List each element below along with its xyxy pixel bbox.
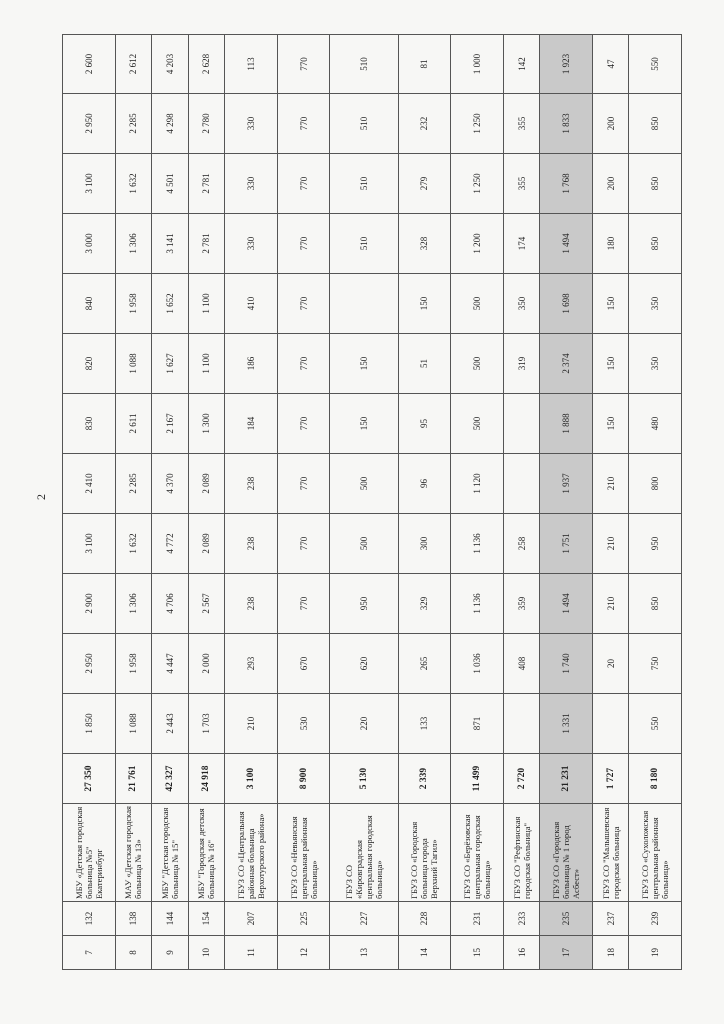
value-cell: 210 (592, 514, 629, 574)
value-cell: 2 089 (188, 454, 225, 514)
value-cell: 81 (398, 35, 451, 94)
code-cell: 228 (398, 902, 451, 936)
value-cell: 410 (225, 274, 278, 334)
total-cell: 42 327 (152, 754, 189, 804)
value-cell: 1 958 (115, 274, 152, 334)
value-cell: 2 285 (115, 94, 152, 154)
value-cell: 2 443 (152, 694, 189, 754)
value-cell: 871 (451, 694, 504, 754)
value-cell: 328 (398, 214, 451, 274)
value-cell: 2 285 (115, 454, 152, 514)
value-cell: 2 950 (63, 94, 116, 154)
value-cell: 750 (629, 634, 682, 694)
value-cell: 150 (592, 394, 629, 454)
value-cell: 850 (629, 154, 682, 214)
value-cell: 174 (503, 214, 540, 274)
value-cell: 800 (629, 454, 682, 514)
value-cell: 1 100 (188, 334, 225, 394)
value-cell: 670 (277, 634, 330, 694)
total-cell: 24 918 (188, 754, 225, 804)
value-cell: 1 494 (540, 214, 593, 274)
value-cell: 1 632 (115, 154, 152, 214)
value-cell: 1 000 (451, 35, 504, 94)
value-cell: 3 100 (63, 514, 116, 574)
value-cell (503, 694, 540, 754)
value-cell: 1 088 (115, 334, 152, 394)
value-cell: 2 089 (188, 514, 225, 574)
value-cell: 184 (225, 394, 278, 454)
value-cell: 1 088 (115, 694, 152, 754)
value-cell: 150 (592, 274, 629, 334)
value-cell: 2 900 (63, 574, 116, 634)
row-number-cell: 18 (592, 936, 629, 970)
table-row (592, 35, 629, 970)
value-cell: 510 (330, 154, 398, 214)
value-cell: 350 (629, 334, 682, 394)
value-cell: 47 (592, 35, 629, 94)
value-cell (503, 394, 540, 454)
value-cell: 770 (277, 274, 330, 334)
value-cell: 1 136 (451, 574, 504, 634)
value-cell: 1 958 (115, 634, 152, 694)
code-cell: 138 (115, 902, 152, 936)
code-cell: 154 (188, 902, 225, 936)
value-cell: 4 447 (152, 634, 189, 694)
value-cell: 550 (629, 694, 682, 754)
value-cell: 1 120 (451, 454, 504, 514)
institution-name-cell: МБУ "Городская детская больница № 16" (188, 804, 225, 902)
value-cell: 2 611 (115, 394, 152, 454)
value-cell: 1 627 (152, 334, 189, 394)
total-cell: 5 130 (330, 754, 398, 804)
value-cell: 770 (277, 35, 330, 94)
value-cell: 3 100 (63, 154, 116, 214)
code-cell: 144 (152, 902, 189, 936)
value-cell: 1 833 (540, 94, 593, 154)
total-cell: 2 720 (503, 754, 540, 804)
value-cell: 4 501 (152, 154, 189, 214)
value-cell: 530 (277, 694, 330, 754)
value-cell: 4 772 (152, 514, 189, 574)
value-cell: 850 (629, 214, 682, 274)
value-cell: 350 (629, 274, 682, 334)
value-cell (503, 454, 540, 514)
value-cell: 2 410 (63, 454, 116, 514)
value-cell: 1 200 (451, 214, 504, 274)
table-row (503, 35, 540, 970)
value-cell: 500 (451, 394, 504, 454)
row-number-cell: 12 (277, 936, 330, 970)
row-number-cell: 10 (188, 936, 225, 970)
value-cell: 238 (225, 574, 278, 634)
table-row (152, 35, 189, 970)
value-cell: 1 300 (188, 394, 225, 454)
total-cell: 3 100 (225, 754, 278, 804)
value-cell: 2 950 (63, 634, 116, 694)
page-number: 2 (34, 494, 48, 500)
value-cell: 850 (629, 94, 682, 154)
code-cell: 231 (451, 902, 504, 936)
value-cell: 4 298 (152, 94, 189, 154)
value-cell: 330 (225, 154, 278, 214)
total-cell: 8 180 (629, 754, 682, 804)
value-cell: 770 (277, 514, 330, 574)
value-cell: 510 (330, 35, 398, 94)
value-cell: 770 (277, 394, 330, 454)
value-cell: 4 706 (152, 574, 189, 634)
value-cell: 1 250 (451, 94, 504, 154)
value-cell: 3 141 (152, 214, 189, 274)
value-cell: 2 612 (115, 35, 152, 94)
value-cell: 1 751 (540, 514, 593, 574)
institution-name-cell: ГБУЗ СО «Центральная районная больница Верхотурского района» (225, 804, 278, 902)
value-cell: 329 (398, 574, 451, 634)
value-cell: 2 167 (152, 394, 189, 454)
value-cell: 3 000 (63, 214, 116, 274)
value-cell (592, 694, 629, 754)
value-cell: 330 (225, 214, 278, 274)
value-cell: 2 567 (188, 574, 225, 634)
table-row (277, 35, 330, 970)
institution-name-cell: ГБУЗ СО "Рефтинская городская больница" (503, 804, 540, 902)
code-cell: 233 (503, 902, 540, 936)
institution-name-cell: МБУ "Детская городская больница № 15" (152, 804, 189, 902)
value-cell: 1 698 (540, 274, 593, 334)
value-cell: 500 (330, 514, 398, 574)
code-cell: 227 (330, 902, 398, 936)
institution-name-cell: МАУ «Детская городская больница № 13» (115, 804, 152, 902)
value-cell: 500 (451, 334, 504, 394)
value-cell (330, 274, 398, 334)
value-cell: 20 (592, 634, 629, 694)
value-cell: 2 781 (188, 214, 225, 274)
value-cell: 1 850 (63, 694, 116, 754)
value-cell: 330 (225, 94, 278, 154)
table-row (115, 35, 152, 970)
value-cell: 2 600 (63, 35, 116, 94)
value-cell: 232 (398, 94, 451, 154)
value-cell: 359 (503, 574, 540, 634)
table-row (63, 35, 116, 970)
institution-name-cell: ГБУЗ СО «Городская больница № 1 город Асбест» (540, 804, 593, 902)
value-cell: 1 888 (540, 394, 593, 454)
table-row (540, 35, 593, 970)
value-cell: 150 (398, 274, 451, 334)
total-cell: 2 339 (398, 754, 451, 804)
value-cell: 319 (503, 334, 540, 394)
value-cell: 1 306 (115, 574, 152, 634)
value-cell: 1 652 (152, 274, 189, 334)
value-cell: 355 (503, 154, 540, 214)
value-cell: 350 (503, 274, 540, 334)
row-number-cell: 9 (152, 936, 189, 970)
value-cell: 820 (63, 334, 116, 394)
value-cell: 770 (277, 574, 330, 634)
code-cell: 225 (277, 902, 330, 936)
row-number-cell: 7 (63, 936, 116, 970)
table-row (188, 35, 225, 970)
hospital-data-table (62, 34, 682, 970)
institution-name-cell: ГБУЗ СО «Кировградская центральная городская больница» (330, 804, 398, 902)
value-cell: 1 768 (540, 154, 593, 214)
institution-name-cell: МБУ «Детская городская больница №5" Екатеринбург (63, 804, 116, 902)
value-cell: 620 (330, 634, 398, 694)
value-cell: 1 136 (451, 514, 504, 574)
value-cell: 200 (592, 154, 629, 214)
value-cell: 238 (225, 454, 278, 514)
institution-name-cell: ГБУЗ СО "Малышевская городская больница (592, 804, 629, 902)
value-cell: 258 (503, 514, 540, 574)
institution-name-cell: ГБУЗ СО «Невьянская центральная районная больница» (277, 804, 330, 902)
row-number-cell: 14 (398, 936, 451, 970)
value-cell: 133 (398, 694, 451, 754)
value-cell: 1 494 (540, 574, 593, 634)
value-cell: 300 (398, 514, 451, 574)
table-row (629, 35, 682, 970)
value-cell: 510 (330, 94, 398, 154)
total-cell: 1 727 (592, 754, 629, 804)
value-cell: 293 (225, 634, 278, 694)
value-cell: 142 (503, 35, 540, 94)
row-number-cell: 8 (115, 936, 152, 970)
total-cell: 27 350 (63, 754, 116, 804)
value-cell: 220 (330, 694, 398, 754)
code-cell: 237 (592, 902, 629, 936)
value-cell: 950 (629, 514, 682, 574)
value-cell: 1 306 (115, 214, 152, 274)
table-row (330, 35, 398, 970)
value-cell: 4 203 (152, 35, 189, 94)
value-cell: 770 (277, 94, 330, 154)
value-cell: 1 703 (188, 694, 225, 754)
value-cell: 500 (451, 274, 504, 334)
institution-name-cell: ГБУЗ СО «Берёзовская центральная городская больница» (451, 804, 504, 902)
total-cell: 21 231 (540, 754, 593, 804)
value-cell: 2 780 (188, 94, 225, 154)
value-cell: 408 (503, 634, 540, 694)
table-row (451, 35, 504, 970)
value-cell: 150 (330, 394, 398, 454)
value-cell: 279 (398, 154, 451, 214)
value-cell: 770 (277, 334, 330, 394)
value-cell: 770 (277, 214, 330, 274)
value-cell: 210 (592, 574, 629, 634)
value-cell: 1 632 (115, 514, 152, 574)
row-number-cell: 17 (540, 936, 593, 970)
value-cell: 51 (398, 334, 451, 394)
value-cell: 1 923 (540, 35, 593, 94)
institution-name-cell: ГБУЗ СО «Городская больница города Верхний Тагил» (398, 804, 451, 902)
code-cell: 132 (63, 902, 116, 936)
value-cell: 1 740 (540, 634, 593, 694)
row-number-cell: 19 (629, 936, 682, 970)
code-cell: 239 (629, 902, 682, 936)
value-cell: 2 781 (188, 154, 225, 214)
value-cell: 770 (277, 454, 330, 514)
value-cell: 150 (330, 334, 398, 394)
value-cell: 2 000 (188, 634, 225, 694)
value-cell: 840 (63, 274, 116, 334)
row-number-cell: 11 (225, 936, 278, 970)
value-cell: 500 (330, 454, 398, 514)
value-cell: 480 (629, 394, 682, 454)
row-number-cell: 15 (451, 936, 504, 970)
total-cell: 21 761 (115, 754, 152, 804)
total-cell: 11 499 (451, 754, 504, 804)
value-cell: 180 (592, 214, 629, 274)
value-cell: 550 (629, 35, 682, 94)
value-cell: 355 (503, 94, 540, 154)
rotated-table-wrapper (62, 35, 682, 970)
value-cell: 210 (225, 694, 278, 754)
value-cell: 238 (225, 514, 278, 574)
value-cell: 210 (592, 454, 629, 514)
value-cell: 770 (277, 154, 330, 214)
value-cell: 2 374 (540, 334, 593, 394)
value-cell: 1 100 (188, 274, 225, 334)
value-cell: 2 628 (188, 35, 225, 94)
institution-name-cell: ГБУЗ СО «Сухоложская центральная районная больница» (629, 804, 682, 902)
total-cell: 8 900 (277, 754, 330, 804)
value-cell: 830 (63, 394, 116, 454)
value-cell: 1 331 (540, 694, 593, 754)
value-cell: 265 (398, 634, 451, 694)
value-cell: 850 (629, 574, 682, 634)
code-cell: 235 (540, 902, 593, 936)
value-cell: 1 250 (451, 154, 504, 214)
value-cell: 96 (398, 454, 451, 514)
value-cell: 186 (225, 334, 278, 394)
value-cell: 950 (330, 574, 398, 634)
table-row (398, 35, 451, 970)
value-cell: 1 036 (451, 634, 504, 694)
row-number-cell: 13 (330, 936, 398, 970)
value-cell: 113 (225, 35, 278, 94)
value-cell: 150 (592, 334, 629, 394)
code-cell: 207 (225, 902, 278, 936)
value-cell: 510 (330, 214, 398, 274)
row-number-cell: 16 (503, 936, 540, 970)
table-row (225, 35, 278, 970)
value-cell: 1 937 (540, 454, 593, 514)
value-cell: 200 (592, 94, 629, 154)
value-cell: 95 (398, 394, 451, 454)
value-cell: 4 370 (152, 454, 189, 514)
